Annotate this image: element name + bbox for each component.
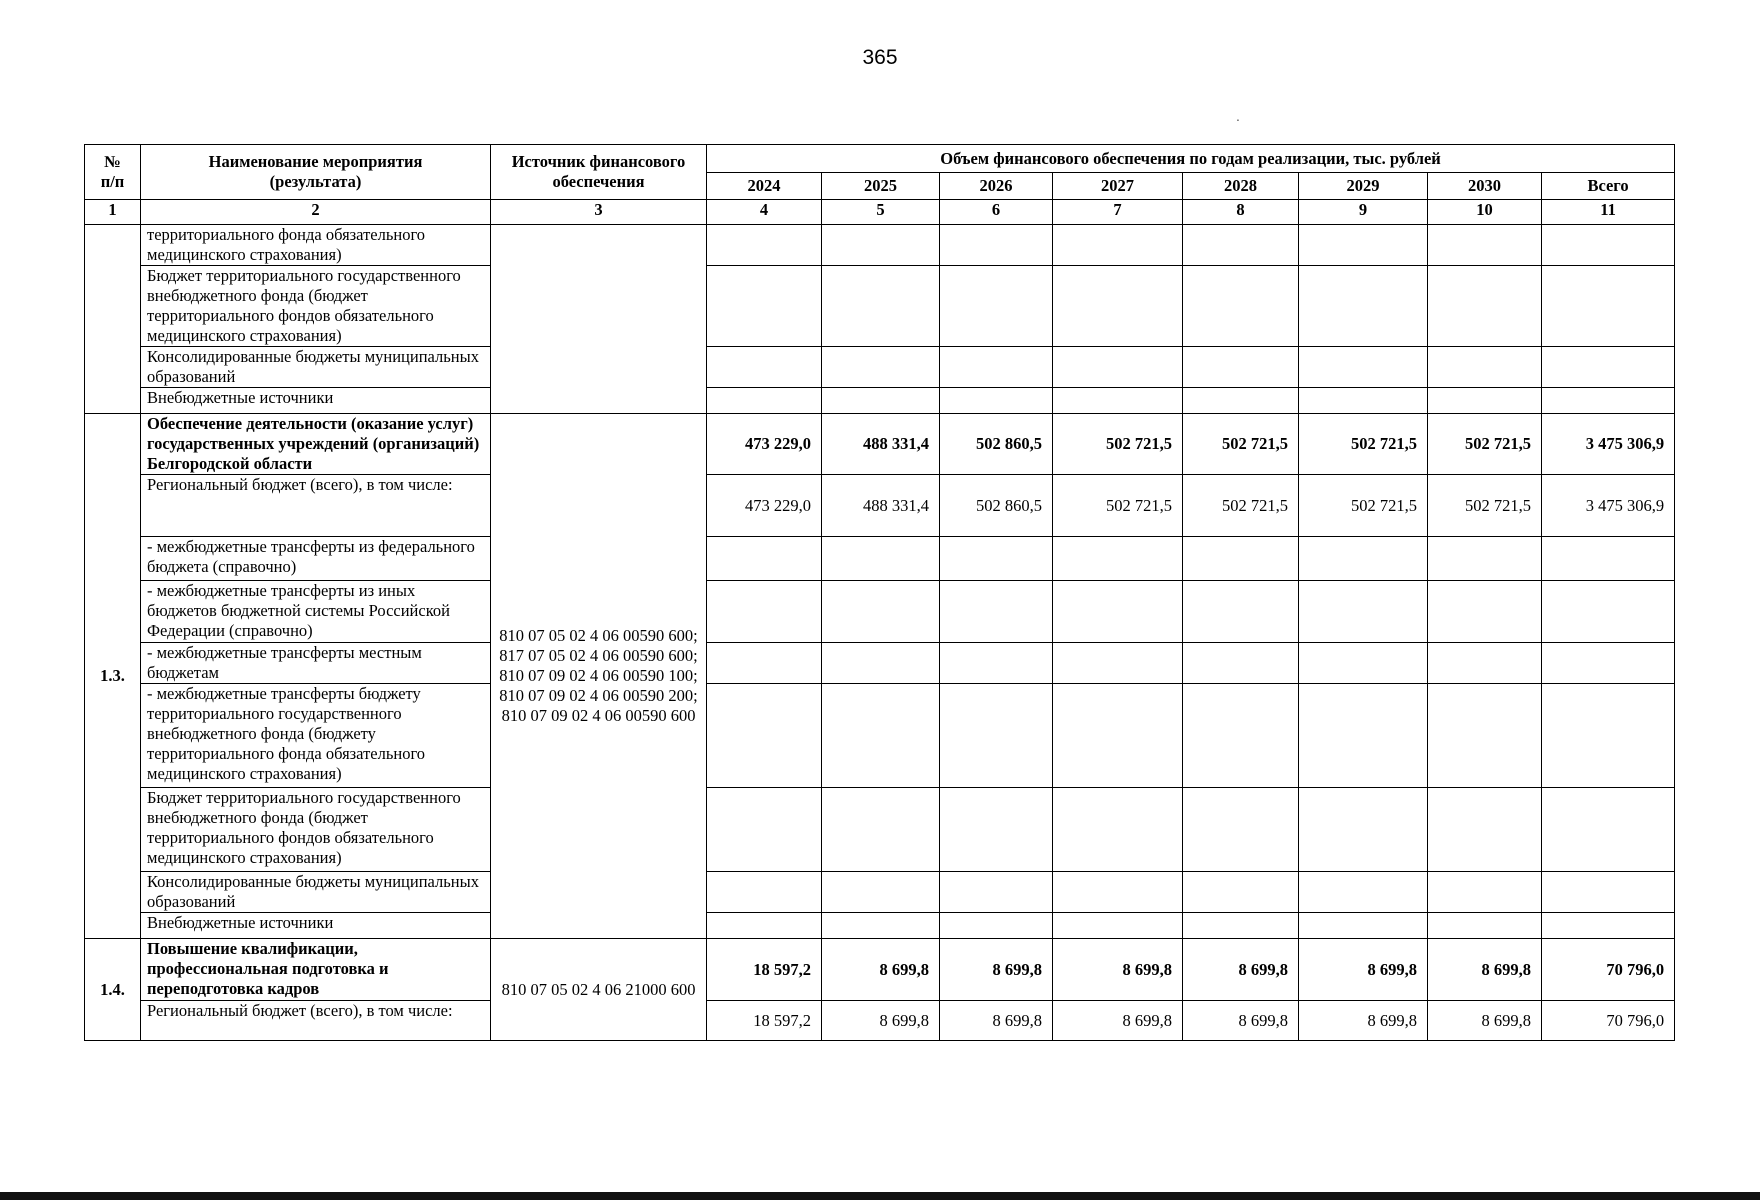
prev-row-1-value-7 xyxy=(1542,266,1675,347)
header-index-6: 7 xyxy=(1053,200,1183,225)
group-1-3-title-value-7: 3 475 306,9 xyxy=(1542,414,1675,475)
group-1-3-regional-value-4: 502 721,5 xyxy=(1183,475,1299,537)
table-row xyxy=(85,581,1675,643)
page-bottom-edge xyxy=(0,1192,1760,1200)
prev-row-0-value-5 xyxy=(1299,225,1428,266)
group-1-4-title-value-4: 8 699,8 xyxy=(1183,939,1299,1001)
table-row xyxy=(85,788,1675,872)
group-1-3-row-2-value-1 xyxy=(822,643,940,684)
group-1-3-row-5-value-5 xyxy=(1299,872,1428,913)
group-1-4-regional-value-3: 8 699,8 xyxy=(1053,1001,1183,1041)
group-1-3-row-6-value-4 xyxy=(1183,913,1299,939)
group-1-3-row-5-value-0 xyxy=(707,872,822,913)
header-col-volume: Объем финансового обеспечения по годам реализации, тыс. рублей xyxy=(707,145,1675,173)
prev-row-2-value-0 xyxy=(707,347,822,388)
group-1-4-title-value-1: 8 699,8 xyxy=(822,939,940,1001)
group-1-4-regional-value-4: 8 699,8 xyxy=(1183,1001,1299,1041)
group-1-3-row-5-value-4 xyxy=(1183,872,1299,913)
prev-row-3-value-4 xyxy=(1183,388,1299,414)
group-1-3-row-0-value-2 xyxy=(940,537,1053,581)
group-1-3-row-6-value-5 xyxy=(1299,913,1428,939)
group-1-4-title-value-2: 8 699,8 xyxy=(940,939,1053,1001)
prev-row-2-value-6 xyxy=(1428,347,1542,388)
group-1-3-row-5-value-6 xyxy=(1428,872,1542,913)
group-1-3-regional-value-2: 502 860,5 xyxy=(940,475,1053,537)
prev-row-label: Консолидированные бюджеты муниципальных образований xyxy=(141,347,491,388)
group-1-3-title-value-2: 502 860,5 xyxy=(940,414,1053,475)
group-1-3-row-6-value-0 xyxy=(707,913,822,939)
header-index-0: 1 xyxy=(85,200,141,225)
prev-row-0-value-2 xyxy=(940,225,1053,266)
prev-row-3-value-5 xyxy=(1299,388,1428,414)
group-1-3-row-4-value-4 xyxy=(1183,788,1299,872)
group-1-3-row-6-value-7 xyxy=(1542,913,1675,939)
prev-row-1-value-4 xyxy=(1183,266,1299,347)
group-1-3-row-1-value-2 xyxy=(940,581,1053,643)
group-1-3-row-5-value-2 xyxy=(940,872,1053,913)
group-1-3-source-text: 810 07 05 02 4 06 00590 600; 817 07 05 02 4 06 00590 600; 810 07 09 02 4 06 00590 100; 810 07 09 02 4 06 00590 200; 810 07 09 02 4 06 00590 600 xyxy=(499,626,698,725)
group-1-3-row-4-value-0 xyxy=(707,788,822,872)
group-1-4-title-value-0: 18 597,2 xyxy=(707,939,822,1001)
group-1-3-title-value-0: 473 229,0 xyxy=(707,414,822,475)
group-1-3-row-1-value-4 xyxy=(1183,581,1299,643)
group-1-4-regional-value-7: 70 796,0 xyxy=(1542,1001,1675,1041)
group-1-3-row-4-value-1 xyxy=(822,788,940,872)
prev-row-3-value-0 xyxy=(707,388,822,414)
prev-row-2-value-7 xyxy=(1542,347,1675,388)
group-1-4-title: Повышение квалификации, профессиональная подготовка и переподготовка кадров xyxy=(141,939,491,1001)
group-1-3-row-1-value-3 xyxy=(1053,581,1183,643)
group-1-3-row-6-value-3 xyxy=(1053,913,1183,939)
group-1-3-regional-value-0: 473 229,0 xyxy=(707,475,822,537)
prev-row-3-value-2 xyxy=(940,388,1053,414)
group-1-3-row-4-value-6 xyxy=(1428,788,1542,872)
group-1-3-row-0-value-4 xyxy=(1183,537,1299,581)
group-1-3-row-3-value-2 xyxy=(940,684,1053,788)
group-1-3-row-2-value-6 xyxy=(1428,643,1542,684)
group-1-3-title-value-4: 502 721,5 xyxy=(1183,414,1299,475)
financing-table xyxy=(84,144,1675,1041)
header-index-row xyxy=(85,200,1675,225)
group-1-3-row-2-value-3 xyxy=(1053,643,1183,684)
group-1-3-row-0-value-0 xyxy=(707,537,822,581)
table-row xyxy=(85,388,1675,414)
prev-row-1-value-0 xyxy=(707,266,822,347)
group-1-3-title: Обеспечение деятельности (оказание услуг) государственных учреждений (организаций) Белгородской области xyxy=(141,414,491,475)
group-1-3-title-row xyxy=(85,414,1675,475)
group-1-3-title-value-5: 502 721,5 xyxy=(1299,414,1428,475)
group-1-3-regional-value-1: 488 331,4 xyxy=(822,475,940,537)
group-1-3-row-3-value-1 xyxy=(822,684,940,788)
header-index-2: 3 xyxy=(491,200,707,225)
group-1-4-title-row xyxy=(85,939,1675,1001)
group-1-4-regional-label: Региональный бюджет (всего), в том числе: xyxy=(141,1001,491,1041)
group-1-3-row-0-value-1 xyxy=(822,537,940,581)
group-1-3-row-2-value-4 xyxy=(1183,643,1299,684)
group-1-3-row-4-value-3 xyxy=(1053,788,1183,872)
group-1-3-row-0-value-5 xyxy=(1299,537,1428,581)
prev-row-2-value-3 xyxy=(1053,347,1183,388)
group-1-3-row-label: - межбюджетные трансферты местным бюджетам xyxy=(141,643,491,684)
header-index-5: 6 xyxy=(940,200,1053,225)
header-year-6: 2030 xyxy=(1428,173,1542,200)
group-1-3-row-0-value-6 xyxy=(1428,537,1542,581)
group-1-3-source xyxy=(491,414,707,939)
table-row xyxy=(85,537,1675,581)
group-1-3-title-value-1: 488 331,4 xyxy=(822,414,940,475)
group-1-3-row-label: - межбюджетные трансферты из иных бюджетов бюджетной системы Российской Федерации (справочно) xyxy=(141,581,491,643)
group-1-3-row-3-value-3 xyxy=(1053,684,1183,788)
group-1-3-row-label: Бюджет территориального государственного внебюджетного фонда (бюджет территориального фондов обязательного медицинского страхования) xyxy=(141,788,491,872)
table-row xyxy=(85,225,1675,266)
group-1-3-row-3-value-5 xyxy=(1299,684,1428,788)
prev-row-1-value-5 xyxy=(1299,266,1428,347)
group-1-3-row-2-value-7 xyxy=(1542,643,1675,684)
group-1-3-row-1-value-5 xyxy=(1299,581,1428,643)
group-1-3-number: 1.3. xyxy=(85,414,141,939)
header-col-name: Наименование мероприятия (результата) xyxy=(141,145,491,200)
header-year-3: 2027 xyxy=(1053,173,1183,200)
prev-row-2-value-4 xyxy=(1183,347,1299,388)
group-1-3-regional-value-5: 502 721,5 xyxy=(1299,475,1428,537)
table-row xyxy=(85,684,1675,788)
header-row-1 xyxy=(85,145,1675,173)
table-row xyxy=(85,643,1675,684)
group-1-3-regional-label: Региональный бюджет (всего), в том числе: xyxy=(141,475,491,537)
group-1-3-regional-value-7: 3 475 306,9 xyxy=(1542,475,1675,537)
group-1-3-row-2-value-2 xyxy=(940,643,1053,684)
prev-row-3-value-7 xyxy=(1542,388,1675,414)
scan-mark: . xyxy=(1236,108,1240,124)
group-1-3-row-label: Консолидированные бюджеты муниципальных образований xyxy=(141,872,491,913)
prev-row-label: Бюджет территориального государственного внебюджетного фонда (бюджет территориального фондов обязательного медицинского страхования) xyxy=(141,266,491,347)
group-1-3-row-1-value-6 xyxy=(1428,581,1542,643)
header-year-0: 2024 xyxy=(707,173,822,200)
group-1-3-row-4-value-5 xyxy=(1299,788,1428,872)
group-1-3-title-value-3: 502 721,5 xyxy=(1053,414,1183,475)
group-1-3-row-6-value-1 xyxy=(822,913,940,939)
header-index-9: 10 xyxy=(1428,200,1542,225)
group-1-3-regional-value-3: 502 721,5 xyxy=(1053,475,1183,537)
group-1-4-title-value-5: 8 699,8 xyxy=(1299,939,1428,1001)
table-row xyxy=(85,913,1675,939)
prev-row-1-value-3 xyxy=(1053,266,1183,347)
prev-row-1-value-2 xyxy=(940,266,1053,347)
group-1-3-row-2-value-0 xyxy=(707,643,822,684)
prev-row-3-value-1 xyxy=(822,388,940,414)
group-1-3-row-1-value-1 xyxy=(822,581,940,643)
group-1-3-title-value-6: 502 721,5 xyxy=(1428,414,1542,475)
group-1-3-row-1-value-0 xyxy=(707,581,822,643)
prev-row-0-value-3 xyxy=(1053,225,1183,266)
table-row xyxy=(85,266,1675,347)
group-1-4-regional-value-6: 8 699,8 xyxy=(1428,1001,1542,1041)
group-1-3-row-4-value-2 xyxy=(940,788,1053,872)
header-index-8: 9 xyxy=(1299,200,1428,225)
header-year-2: 2026 xyxy=(940,173,1053,200)
group-1-3-row-3-value-6 xyxy=(1428,684,1542,788)
group-1-3-row-label: Внебюджетные источники xyxy=(141,913,491,939)
prev-row-2-value-1 xyxy=(822,347,940,388)
group-1-3-row-0-value-3 xyxy=(1053,537,1183,581)
group-1-3-row-4-value-7 xyxy=(1542,788,1675,872)
group-1-4-regional-value-2: 8 699,8 xyxy=(940,1001,1053,1041)
group-1-3-row-6-value-2 xyxy=(940,913,1053,939)
header-index-1: 2 xyxy=(141,200,491,225)
prev-group-source xyxy=(491,225,707,414)
group-1-4-title-value-7: 70 796,0 xyxy=(1542,939,1675,1001)
header-index-3: 4 xyxy=(707,200,822,225)
prev-row-2-value-5 xyxy=(1299,347,1428,388)
group-1-4-regional-value-5: 8 699,8 xyxy=(1299,1001,1428,1041)
header-year-4: 2028 xyxy=(1183,173,1299,200)
group-1-3-row-3-value-4 xyxy=(1183,684,1299,788)
group-1-3-row-label: - межбюджетные трансферты бюджету территориального государственного внебюджетного фонда (бюджету территориального фонда обязательного медицинского страхования) xyxy=(141,684,491,788)
prev-row-0-value-4 xyxy=(1183,225,1299,266)
prev-group-num xyxy=(85,225,141,414)
prev-row-1-value-1 xyxy=(822,266,940,347)
group-1-4-source-text: 810 07 05 02 4 06 21000 600 xyxy=(501,979,696,999)
group-1-3-row-5-value-1 xyxy=(822,872,940,913)
prev-row-3-value-3 xyxy=(1053,388,1183,414)
group-1-3-row-5-value-3 xyxy=(1053,872,1183,913)
group-1-3-row-2-value-5 xyxy=(1299,643,1428,684)
prev-row-0-value-1 xyxy=(822,225,940,266)
prev-row-label: Внебюджетные источники xyxy=(141,388,491,414)
table-row xyxy=(85,347,1675,388)
header-col-source: Источник финансового обеспечения xyxy=(491,145,707,200)
group-1-3-row-5-value-7 xyxy=(1542,872,1675,913)
group-1-3-row-6-value-6 xyxy=(1428,913,1542,939)
header-year-7: Всего xyxy=(1542,173,1675,200)
group-1-4-number: 1.4. xyxy=(85,939,141,1041)
prev-row-label: территориального фонда обязательного медицинского страхования) xyxy=(141,225,491,266)
prev-row-0-value-7 xyxy=(1542,225,1675,266)
prev-row-0-value-0 xyxy=(707,225,822,266)
group-1-3-row-0-value-7 xyxy=(1542,537,1675,581)
group-1-3-row-3-value-0 xyxy=(707,684,822,788)
group-1-3-row-1-value-7 xyxy=(1542,581,1675,643)
header-year-5: 2029 xyxy=(1299,173,1428,200)
header-index-4: 5 xyxy=(822,200,940,225)
group-1-4-title-value-3: 8 699,8 xyxy=(1053,939,1183,1001)
prev-row-0-value-6 xyxy=(1428,225,1542,266)
header-year-1: 2025 xyxy=(822,173,940,200)
group-1-4-title-value-6: 8 699,8 xyxy=(1428,939,1542,1001)
group-1-4-regional-value-1: 8 699,8 xyxy=(822,1001,940,1041)
group-1-4-regional-value-0: 18 597,2 xyxy=(707,1001,822,1041)
header-index-7: 8 xyxy=(1183,200,1299,225)
prev-row-2-value-2 xyxy=(940,347,1053,388)
header-col-num: № п/п xyxy=(85,145,141,200)
group-1-3-row-label: - межбюджетные трансферты из федерального бюджета (справочно) xyxy=(141,537,491,581)
table-row xyxy=(85,872,1675,913)
group-1-4-source xyxy=(491,939,707,1041)
group-1-3-regional-value-6: 502 721,5 xyxy=(1428,475,1542,537)
group-1-4-regional-row xyxy=(85,1001,1675,1041)
page-number: 365 xyxy=(862,46,898,69)
group-1-3-row-3-value-7 xyxy=(1542,684,1675,788)
prev-row-3-value-6 xyxy=(1428,388,1542,414)
header-index-10: 11 xyxy=(1542,200,1675,225)
group-1-3-regional-row xyxy=(85,475,1675,537)
prev-row-1-value-6 xyxy=(1428,266,1542,347)
